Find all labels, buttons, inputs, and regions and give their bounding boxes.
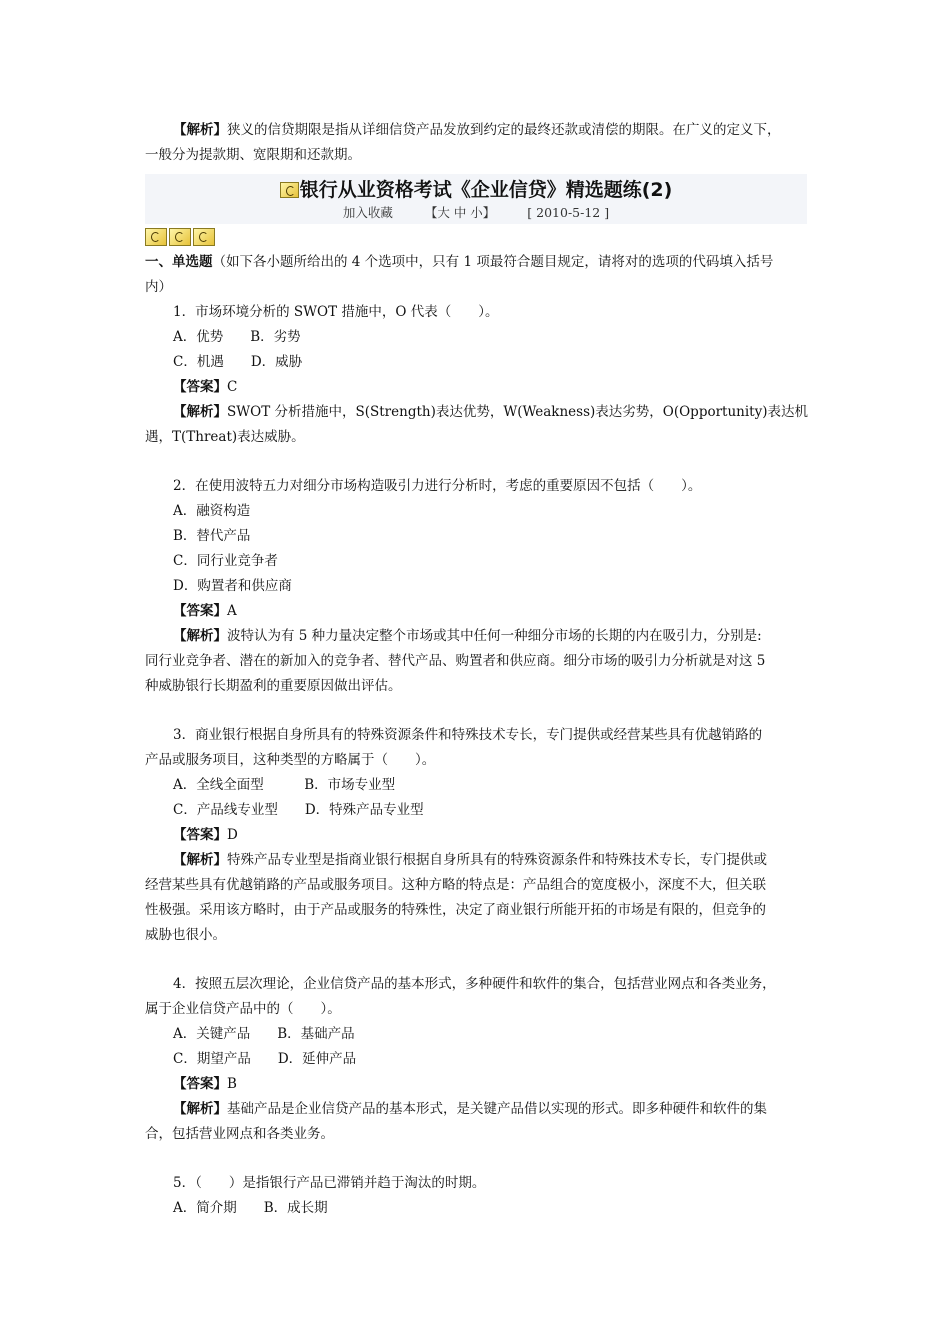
question-4-cont: 属于企业信贷产品中的（ ）。 [145, 1001, 341, 1017]
answer-label: 【答案】 [173, 827, 227, 843]
answer-value: D [227, 827, 238, 843]
question-3-answer [145, 823, 807, 848]
question-3-options-ab: A．全线全面型 B．市场专业型 [173, 777, 396, 793]
question-1-analysis [145, 400, 807, 425]
question-5-options-ab: A．简介期 B．成长期 [173, 1200, 328, 1216]
question-2: 2．在使用波特五力对细分市场构造吸引力进行分析时，考虑的重要原因不包括（ ）。 [173, 478, 702, 494]
answer-label: 【答案】 [173, 603, 227, 619]
question-3-analysis-cont: 经营某些具有优越销路的产品或服务项目。这种方略的特点是：产品组合的宽度极小，深度不大，但关联 [145, 877, 766, 893]
analysis-text: 基础产品是企业信贷产品的基本形式，是关键产品借以实现的形式。即多种硬件和软件的集 [227, 1101, 767, 1117]
question-2-option-b: B．替代产品 [173, 528, 251, 544]
question-2-analysis-cont: 同行业竞争者、潜在的新加入的竞争者、替代产品、购置者和供应商。细分市场的吸引力分析就是对这 5 [145, 653, 766, 669]
question-1-analysis-cont: 遇，T(Threat)表达威胁。 [145, 429, 305, 445]
intro-analysis [145, 118, 807, 143]
question-2-answer [145, 599, 807, 624]
answer-label: 【答案】 [173, 379, 227, 395]
section-instruction-cont: 内） [145, 279, 172, 295]
analysis-label: 【解析】 [173, 122, 227, 138]
question-2-analysis-cont: 种威胁银行长期盈利的重要原因做出评估。 [145, 678, 402, 694]
document-page [145, 118, 807, 1221]
question-1: 1．市场环境分析的 SWOT 措施中，O 代表（ ）。 [173, 304, 499, 320]
section-label: 一、单选题 [145, 254, 213, 270]
spacer [145, 1147, 807, 1171]
answer-value: B [227, 1076, 237, 1092]
analysis-text: 特殊产品专业型是指商业银行根据自身所具有的特殊资源条件和特殊技术专长，专门提供或 [227, 852, 767, 868]
question-4-answer [145, 1072, 807, 1097]
answer-value: C [227, 379, 238, 395]
question-3-analysis [145, 848, 807, 873]
question-4-options-cd: C．期望产品 D．延伸产品 [173, 1051, 357, 1067]
question-3-options-cd: C．产品线专业型 D．特殊产品专业型 [173, 802, 424, 818]
question-1-options-cd: C．机遇 D．威胁 [173, 354, 303, 370]
section-instruction: （如下各小题所给出的 4 个选项中，只有 1 项最符合题目规定，请将对的选项的代码填入括号 [212, 254, 774, 270]
analysis-text: 波特认为有 5 种力量决定整个市场或其中任何一种细分市场的长期的内在吸引力，分别是: [227, 628, 762, 644]
question-4: 4．按照五层次理论，企业信贷产品的基本形式，多种硬件和软件的集合，包括营业网点和各类业务， [173, 976, 776, 992]
question-4-options-ab: A．关键产品 B．基础产品 [173, 1026, 355, 1042]
article-meta [145, 204, 807, 222]
analysis-label: 【解析】 [173, 1101, 227, 1117]
question-3-analysis-cont: 威胁也很小。 [145, 927, 226, 943]
analysis-text: 狭义的信贷期限是指从详细信贷产品发放到约定的最终还款或清偿的期限。在广义的定义下， [227, 122, 781, 138]
answer-value: A [227, 603, 237, 619]
question-3-cont: 产品或服务项目，这种类型的方略属于（ ）。 [145, 752, 436, 768]
question-3-analysis-cont: 性极强。采用该方略时，由于产品或服务的特殊性，决定了商业银行所能开拓的市场是有限的，但竞争的 [145, 902, 766, 918]
document-icon[interactable] [145, 228, 167, 246]
spacer [145, 450, 807, 474]
intro-analysis-cont: 一般分为提款期、宽限期和还款期。 [145, 147, 361, 163]
question-2-option-a: A．融资构造 [173, 503, 251, 519]
answer-label: 【答案】 [173, 1076, 227, 1092]
analysis-label: 【解析】 [173, 404, 227, 420]
question-4-analysis [145, 1097, 807, 1122]
document-icon[interactable] [193, 228, 215, 246]
question-2-analysis [145, 624, 807, 649]
spacer [145, 699, 807, 723]
question-5: 5．（ ）是指银行产品已滞销并趋于淘汰的时期。 [173, 1175, 486, 1191]
article-header [145, 174, 807, 224]
toolbar-icons [145, 228, 807, 250]
question-2-option-d: D．购置者和供应商 [173, 578, 292, 594]
question-2-option-c: C．同行业竞争者 [173, 553, 278, 569]
article-title: 银行从业资格考试《企业信贷》精选题练(2) [299, 179, 673, 201]
question-3: 3．商业银行根据自身所具有的特殊资源条件和特殊技术专长，专门提供或经营某些具有优越销路的 [173, 727, 763, 743]
document-icon[interactable] [169, 228, 191, 246]
publish-date: [ 2010-5-12 ] [527, 205, 610, 220]
question-1-options-ab: A．优势 B．劣势 [173, 329, 301, 345]
font-size-selector[interactable]: 【大 中 小】 [424, 205, 496, 220]
section-heading [145, 250, 807, 275]
document-icon [280, 182, 299, 198]
add-favorite-link[interactable]: 加入收藏 [342, 205, 393, 220]
analysis-label: 【解析】 [173, 852, 227, 868]
article-title-row [145, 174, 807, 204]
question-4-analysis-cont: 合，包括营业网点和各类业务。 [145, 1126, 334, 1142]
analysis-text: SWOT 分析措施中，S(Strength)表达优势，W(Weakness)表达劣势，O(Opportunity)表达机 [227, 404, 809, 420]
question-1-answer [145, 375, 807, 400]
analysis-label: 【解析】 [173, 628, 227, 644]
spacer [145, 948, 807, 972]
